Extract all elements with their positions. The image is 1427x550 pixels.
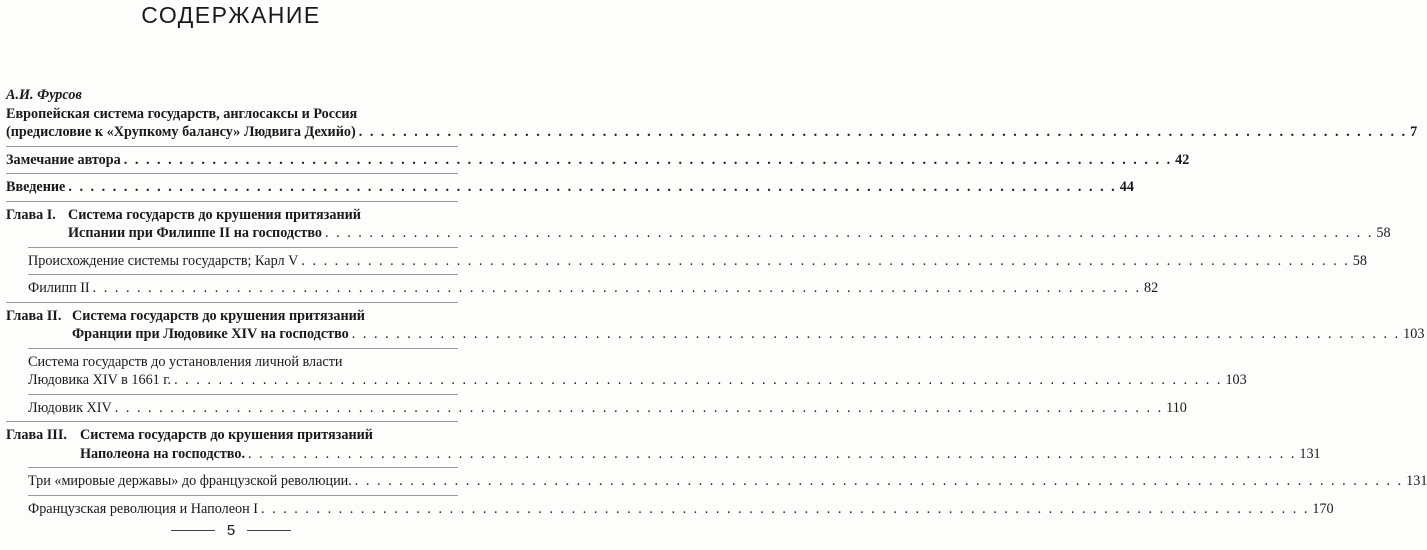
preface-title-line2: (предисловие к «Хрупкому балансу» Людвига Дехийо) (6, 124, 356, 140)
chapter-1-title-line2: Испании при Филиппе II на господство (68, 225, 322, 241)
chapter-3-sub-2[interactable] (6, 500, 1334, 519)
leader-dots (115, 399, 1163, 418)
sub-page: 103 (1225, 372, 1247, 388)
chapter-1-title-line1: Система государств до крушения притязаний (68, 206, 361, 223)
divider (6, 201, 458, 202)
chapter-2-sub-2[interactable] (6, 399, 1187, 418)
chapter-1-label: Глава I. (6, 206, 56, 223)
page-number: 5 (226, 522, 236, 539)
leader-dots (68, 178, 1116, 197)
leader-dots (301, 252, 1349, 271)
divider (28, 348, 458, 349)
divider (28, 495, 458, 496)
preface-author: А.И. Фурсов (6, 87, 82, 103)
leader-dots (174, 371, 1222, 390)
chapter-2-title-line1: Система государств до крушения притязаний (72, 307, 365, 324)
divider (28, 274, 458, 275)
sub-page: 82 (1144, 280, 1159, 296)
intro-page: 44 (1119, 179, 1134, 195)
page-title: СОДЕРЖАНИЕ (141, 2, 321, 28)
leader-dots (359, 123, 1407, 142)
preface-entry[interactable] (6, 123, 1418, 142)
table-of-contents (6, 86, 1427, 518)
chapter-2-page: 103 (1403, 326, 1425, 342)
divider (28, 394, 458, 395)
leader-dots (355, 472, 1403, 491)
leader-dots (261, 500, 1309, 519)
footer-rule-right (247, 530, 291, 531)
leader-dots (352, 325, 1400, 344)
sub-label: Французская революция и Наполеон I (28, 500, 258, 517)
chapter-3-sub-1[interactable] (6, 472, 1427, 491)
intro-label: Введение (6, 179, 66, 195)
sub-label-line2: Людовика XIV в 1661 г. (28, 372, 172, 388)
sub-label: Происхождение системы государств; Карл V (28, 252, 299, 269)
sub-page: 170 (1312, 500, 1334, 517)
leader-dots (124, 151, 1172, 170)
divider (6, 421, 458, 422)
leader-dots (248, 445, 1296, 464)
remark-label: Замечание автора (6, 151, 121, 168)
chapter-2-title-line2: Франции при Людовике XIV на господство (72, 326, 349, 342)
chapter-3-label: Глава III. (6, 427, 67, 443)
chapter-1-sub-1[interactable] (6, 252, 1367, 271)
chapter-3-page: 131 (1299, 445, 1321, 462)
divider (28, 247, 458, 248)
leader-dots (93, 279, 1141, 298)
leader-dots (325, 224, 1373, 243)
sub-label: Три «мировые державы» до французской революции. (28, 473, 352, 489)
preface-page: 7 (1410, 124, 1418, 140)
remark-entry[interactable] (6, 151, 1190, 170)
chapter-3-title-line2: Наполеона на господство. (80, 445, 245, 462)
remark-page: 42 (1175, 151, 1190, 168)
divider (6, 173, 458, 174)
chapter-2-sub-1[interactable] (6, 353, 1247, 390)
chapter-1-page: 58 (1376, 225, 1391, 241)
intro-entry[interactable] (6, 178, 1134, 197)
chapter-2-label: Глава II. (6, 307, 62, 324)
divider (6, 302, 458, 303)
chapter-3-title-line1: Система государств до крушения притязаний (80, 427, 373, 443)
footer-rule-left (171, 530, 215, 531)
sub-label: Людовик XIV (28, 399, 112, 416)
sub-label-line1: Система государств до установления личной власти (28, 353, 343, 370)
divider (28, 467, 458, 468)
sub-page: 110 (1166, 399, 1187, 416)
chapter-1-sub-2[interactable] (6, 279, 1159, 298)
sub-label: Филипп II (28, 280, 90, 296)
preface-title-line1[interactable]: Европейская система государств, англосаксы и Россия (6, 105, 358, 122)
sub-page: 58 (1352, 252, 1367, 269)
page-footer (0, 522, 462, 539)
chapter-2[interactable] (6, 307, 1425, 344)
divider (6, 146, 458, 147)
chapter-1[interactable] (6, 206, 1391, 243)
sub-page: 131 (1406, 473, 1427, 489)
chapter-3[interactable] (6, 426, 1321, 463)
